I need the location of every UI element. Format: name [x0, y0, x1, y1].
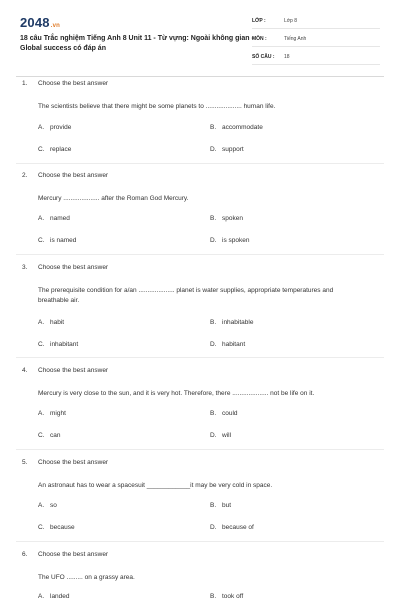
document-meta [252, 14, 380, 68]
question-number: 2. [22, 172, 28, 179]
answer-option[interactable] [210, 593, 243, 600]
answer-option[interactable] [38, 146, 71, 153]
option-text: because of [222, 524, 254, 531]
instruction-text: Choose the best answer [38, 80, 109, 87]
answer-option[interactable] [210, 319, 253, 326]
option-letter: B. [210, 502, 217, 509]
option-letter: A. [38, 215, 45, 222]
question-instruction [22, 172, 108, 179]
option-letter: C. [38, 432, 45, 439]
answer-option[interactable] [38, 215, 70, 222]
option-letter: D. [210, 237, 217, 244]
option-letter: C. [38, 237, 45, 244]
option-text: but [222, 502, 232, 509]
instruction-text: Choose the best answer [38, 367, 109, 374]
option-text: could [222, 410, 238, 417]
answer-option[interactable] [210, 524, 254, 531]
answer-option[interactable] [210, 124, 263, 131]
answer-option[interactable] [38, 341, 78, 348]
answer-option[interactable] [38, 410, 66, 417]
option-letter: B. [210, 593, 217, 600]
answer-option[interactable] [38, 502, 57, 509]
option-letter: C. [38, 524, 45, 531]
option-letter: D. [210, 341, 217, 348]
option-text: so [50, 502, 57, 509]
answer-option[interactable] [38, 124, 71, 131]
answer-option[interactable] [38, 237, 76, 244]
meta-label: SỐ CÂU : [252, 54, 275, 60]
answer-option[interactable] [210, 237, 249, 244]
option-text: accommodate [222, 124, 263, 131]
document-title: 18 câu Trắc nghiệm Tiếng Anh 8 Unit 11 - Từ vựng: Ngoài không gian - Global success có đáp án [20, 35, 254, 52]
instruction-text: Choose the best answer [38, 264, 109, 271]
option-text: can [50, 432, 61, 439]
question-number: 6. [22, 551, 28, 558]
meta-label: LỚP : [252, 18, 266, 24]
question-text: Mercury is very close to the sun, and it is very hot. Therefore, there .................... not be life on it. [38, 390, 315, 397]
option-text: will [222, 432, 232, 439]
question-instruction [22, 367, 108, 374]
answer-option[interactable] [210, 341, 245, 348]
option-letter: D. [210, 146, 217, 153]
question-text: The prerequisite condition for a/an .................... planet is water supplies, appropriate temperatures and breathable air. [38, 287, 334, 304]
meta-row-subject [252, 32, 380, 47]
question-number: 4. [22, 367, 28, 374]
instruction-text: Choose the best answer [38, 172, 109, 179]
option-letter: A. [38, 319, 45, 326]
option-text: provide [50, 124, 72, 131]
option-text: habitant [222, 341, 246, 348]
option-text: support [222, 146, 244, 153]
question-divider [16, 449, 384, 450]
option-text: took off [222, 593, 244, 600]
answer-option[interactable] [210, 215, 243, 222]
option-letter: A. [38, 502, 45, 509]
option-letter: C. [38, 146, 45, 153]
option-letter: D. [210, 524, 217, 531]
question-divider [16, 357, 384, 358]
option-letter: A. [38, 593, 45, 600]
logo-text: 2048 [20, 15, 50, 30]
site-logo[interactable] [20, 15, 60, 30]
question-text: The UFO ......... on a grassy area. [38, 574, 135, 581]
option-letter: B. [210, 215, 217, 222]
meta-value: Tiếng Anh [284, 36, 307, 42]
option-text: inhabitant [50, 341, 79, 348]
question-instruction [22, 264, 108, 271]
option-text: spoken [222, 215, 243, 222]
option-letter: B. [210, 124, 217, 131]
answer-option[interactable] [38, 593, 70, 600]
question-divider [16, 254, 384, 255]
option-letter: B. [210, 410, 217, 417]
answer-option[interactable] [210, 502, 231, 509]
question-instruction [22, 459, 108, 466]
option-text: might [50, 410, 66, 417]
logo-suffix: .vn [50, 23, 61, 29]
option-letter: D. [210, 432, 217, 439]
question-number: 5. [22, 459, 28, 466]
option-text: replace [50, 146, 72, 153]
question-text: An astronaut has to wear a spacesuit ____________it may be very cold in space. [38, 482, 273, 489]
option-text: landed [50, 593, 70, 600]
question-divider [16, 163, 384, 164]
option-text: is spoken [222, 237, 250, 244]
option-text: because [50, 524, 75, 531]
document-header [0, 0, 400, 76]
option-text: inhabitable [222, 319, 254, 326]
answer-option[interactable] [210, 410, 238, 417]
answer-option[interactable] [38, 319, 64, 326]
answer-option[interactable] [210, 146, 244, 153]
option-text: habit [50, 319, 65, 326]
question-instruction [22, 551, 108, 558]
answer-option[interactable] [38, 524, 75, 531]
option-letter: A. [38, 124, 45, 131]
question-number: 1. [22, 80, 28, 87]
option-text: named [50, 215, 70, 222]
question-number: 3. [22, 264, 28, 271]
question-instruction [22, 80, 108, 87]
instruction-text: Choose the best answer [38, 551, 109, 558]
option-text: is named [50, 237, 77, 244]
question-divider [16, 541, 384, 542]
instruction-text: Choose the best answer [38, 459, 109, 466]
meta-label: MÔN : [252, 36, 267, 42]
option-letter: A. [38, 410, 45, 417]
header-divider [16, 76, 384, 77]
option-letter: C. [38, 341, 45, 348]
option-letter: B. [210, 319, 217, 326]
meta-row-count [252, 50, 380, 65]
answer-option[interactable] [210, 432, 231, 439]
question-text: The scientists believe that there might be some planets to .................... human life. [38, 103, 276, 110]
question-text: Mercury .................... after the Roman God Mercury. [38, 195, 189, 202]
answer-option[interactable] [38, 432, 60, 439]
meta-row-class [252, 14, 380, 29]
meta-value: Lớp 8 [284, 18, 298, 24]
meta-value: 18 [284, 54, 290, 60]
